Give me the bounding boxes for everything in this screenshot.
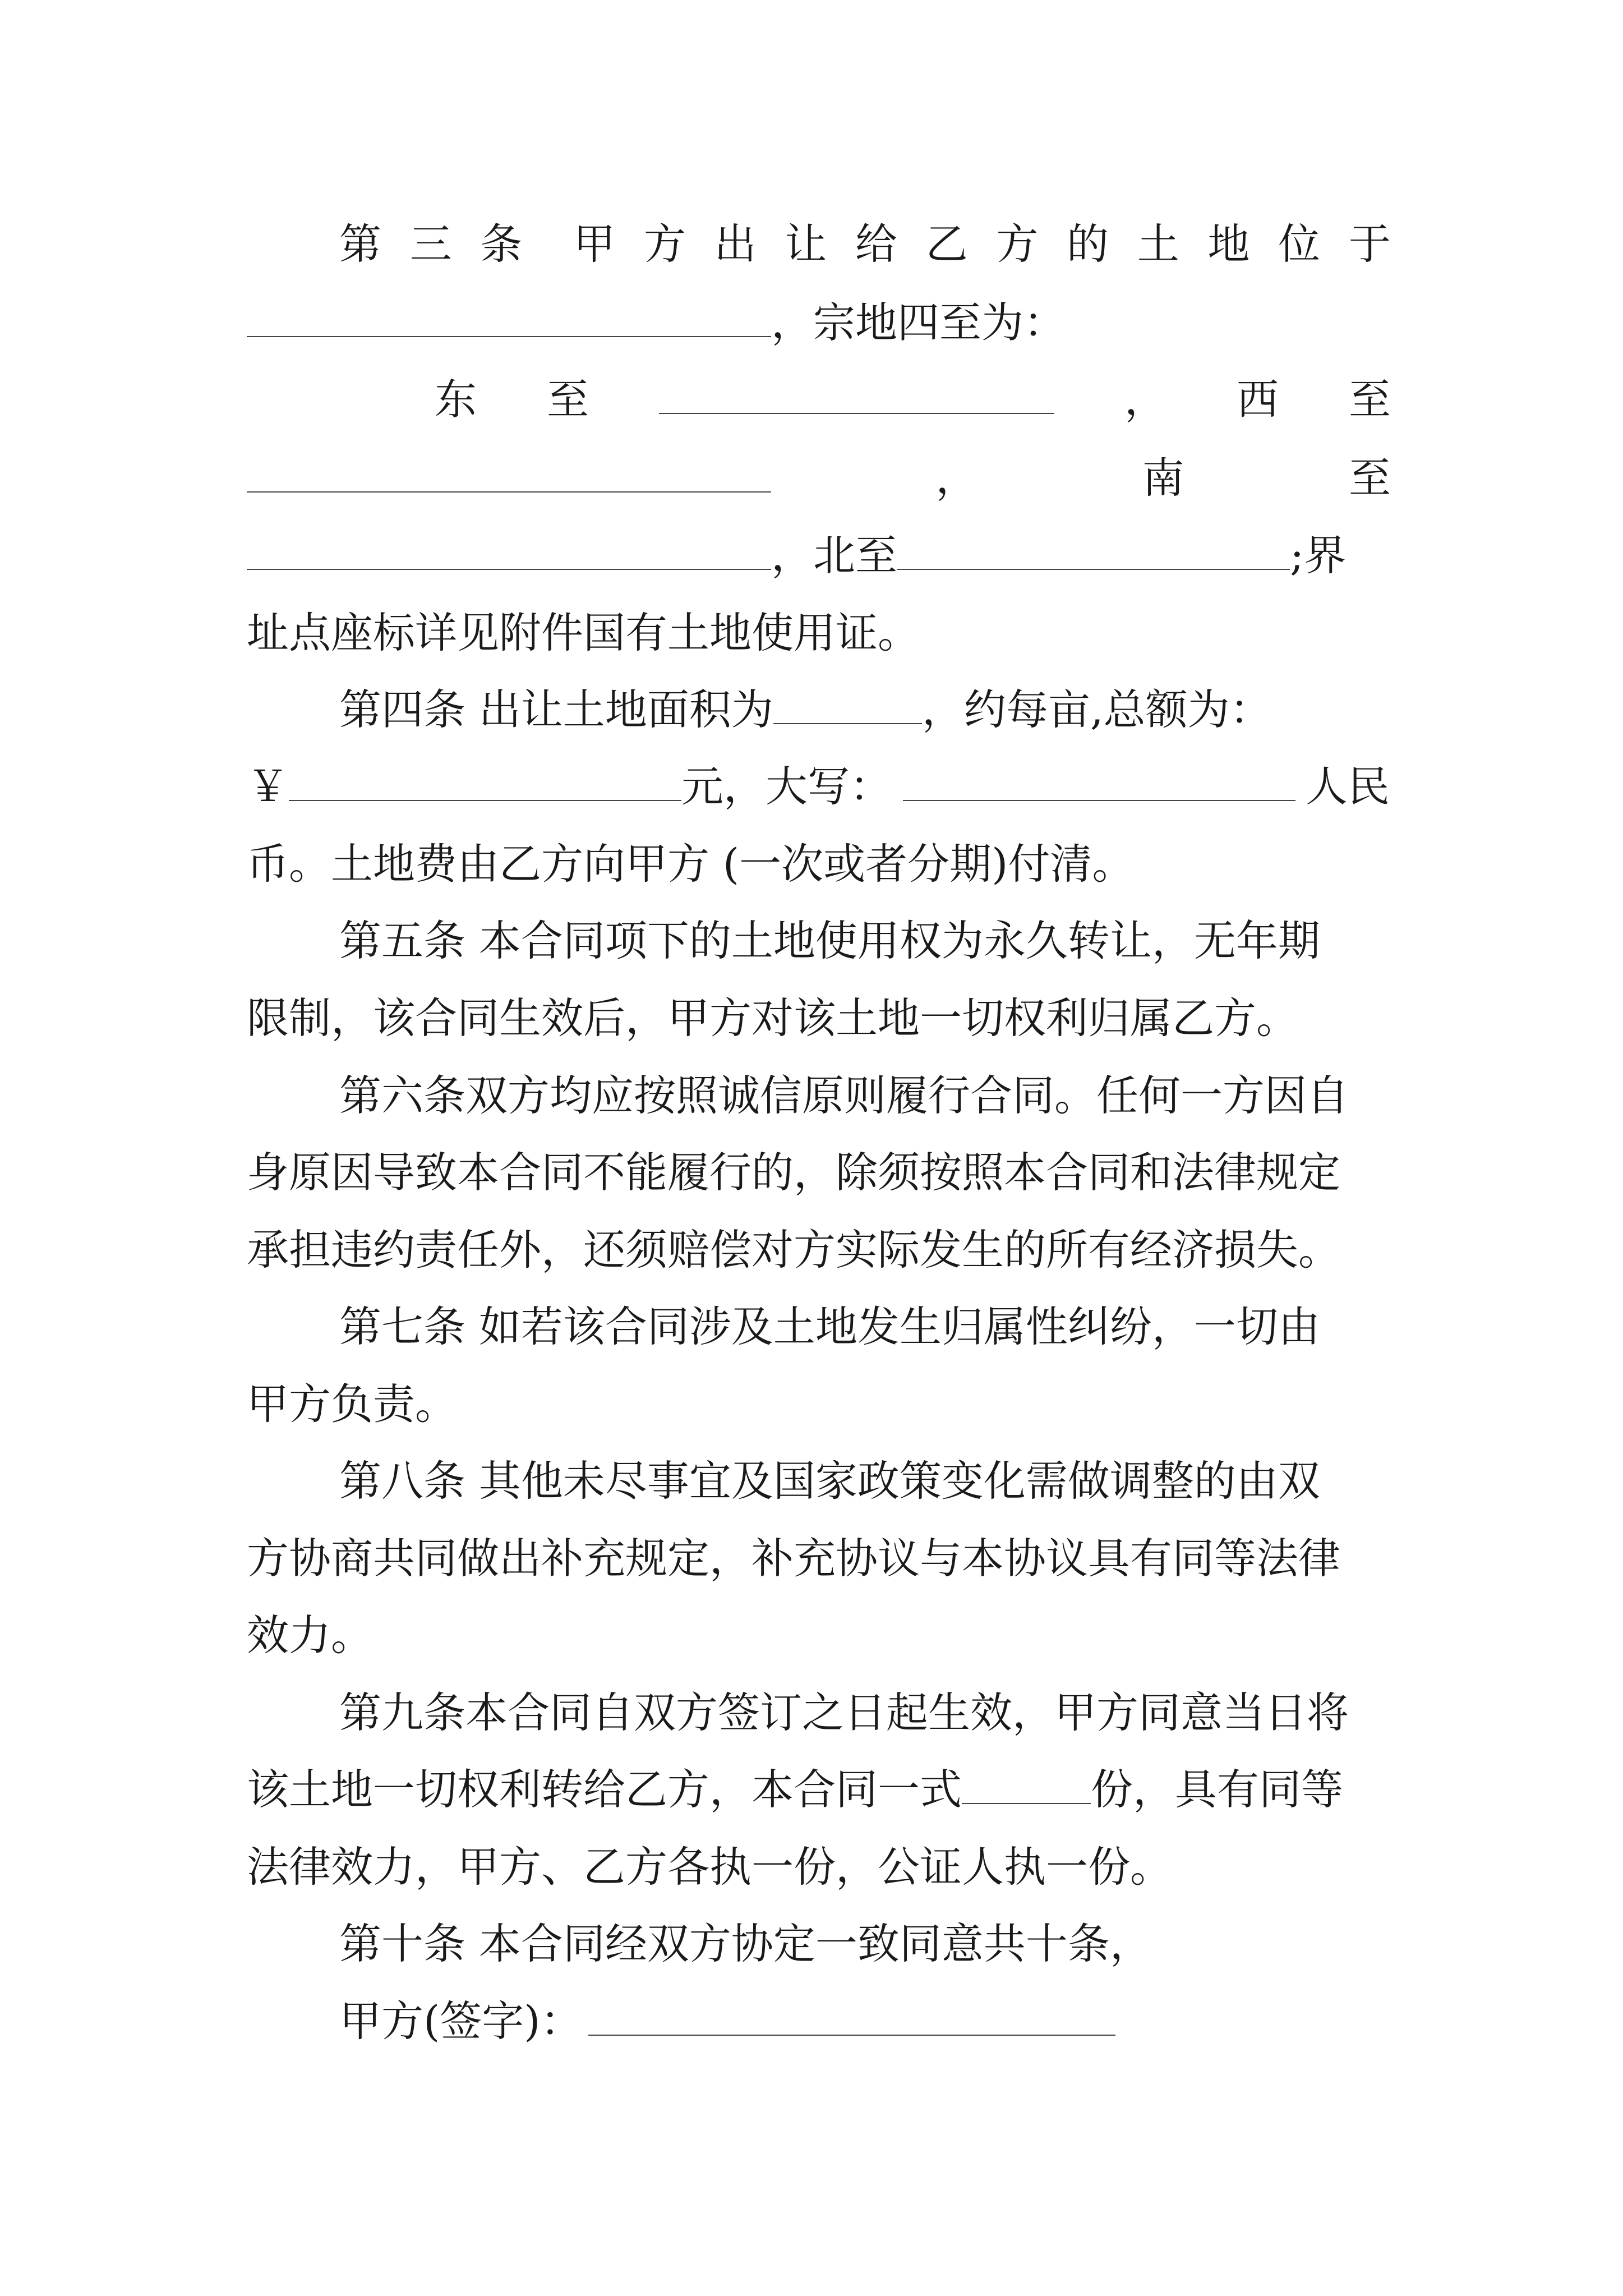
article-3-line-2: ，宗地四至为： [247, 289, 1391, 356]
article-4-line-1: 第四条 出让土地面积为 ，约每亩,总额为： [339, 685, 1272, 734]
article-9-line-3: 法律效力，甲方、乙方各执一份，公证人执一份。 [247, 1842, 1173, 1892]
party-a-signature-line: 甲方(签字)： [339, 1987, 1391, 2055]
article-10-line-1: 第十条 本合同经双方协定一致同意共十条， [339, 1919, 1152, 1968]
article-8-line-3: 效力。 [247, 1611, 374, 1660]
article-6-line-2: 身原因导致本合同不能履行的，除须按照本合同和法律规定 [247, 1148, 1341, 1197]
article-8-line-2: 方协商共同做出补充规定，补充协议与本协议具有同等法律 [247, 1534, 1341, 1583]
article-3-line-4: ， 南 至 [247, 444, 1391, 512]
article-3-line-6: 址点座标详见附件国有土地使用证。 [247, 608, 920, 657]
amount-figures-blank[interactable] [289, 761, 681, 801]
article-3-line-3: 东 至 ， 西 至 [435, 375, 1391, 424]
article-3-line-1: 第 三 条 甲 方 出 让 给 乙 方 的 土 地 位 于 [339, 219, 1391, 269]
article-6-line-3: 承担违约责任外，还须赔偿对方实际发生的所有经济损失。 [247, 1225, 1341, 1274]
article-7-line-2: 甲方负责。 [247, 1379, 458, 1429]
article-5-line-2: 限制，该合同生效后，甲方对该土地一切权利归属乙方。 [247, 993, 1299, 1043]
article-6-line-1: 第六条双方均应按照诚信原则履行合同。任何一方因自 [339, 1071, 1349, 1120]
article-8-line-1: 第八条 其他未尽事宜及国家政策变化需做调整的由双 [339, 1456, 1320, 1506]
article-9-line-2: 该土地一切权利转给乙方，本合同一式 份，具有同等 [247, 1765, 1344, 1814]
north-boundary-blank[interactable] [897, 530, 1290, 570]
article-5-line-1: 第五条 本合同项下的土地使用权为永久转让，无年期 [339, 916, 1320, 965]
east-boundary-blank[interactable] [659, 374, 1054, 414]
copies-blank[interactable] [962, 1764, 1091, 1804]
amount-words-blank[interactable] [903, 761, 1295, 801]
article-7-line-1: 第七条 如若该合同涉及土地发生归属性纠纷，一切由 [339, 1302, 1320, 1351]
article-3-line-5: ，北至 ;界 [247, 522, 1391, 589]
area-blank[interactable] [773, 684, 922, 724]
south-boundary-blank[interactable] [247, 530, 771, 570]
article-9-line-1: 第九条本合同自双方签订之日起生效，甲方同意当日将 [339, 1688, 1349, 1737]
party-a-signature-blank[interactable] [588, 1995, 1115, 2036]
article-4-line-3: 币。土地费由乙方向甲方 (一次或者分期)付清。 [247, 839, 1135, 889]
article-4-line-2: ￥ 元，大写： 人民 [247, 762, 1390, 811]
west-boundary-blank[interactable] [247, 452, 771, 493]
location-blank[interactable] [247, 297, 771, 337]
